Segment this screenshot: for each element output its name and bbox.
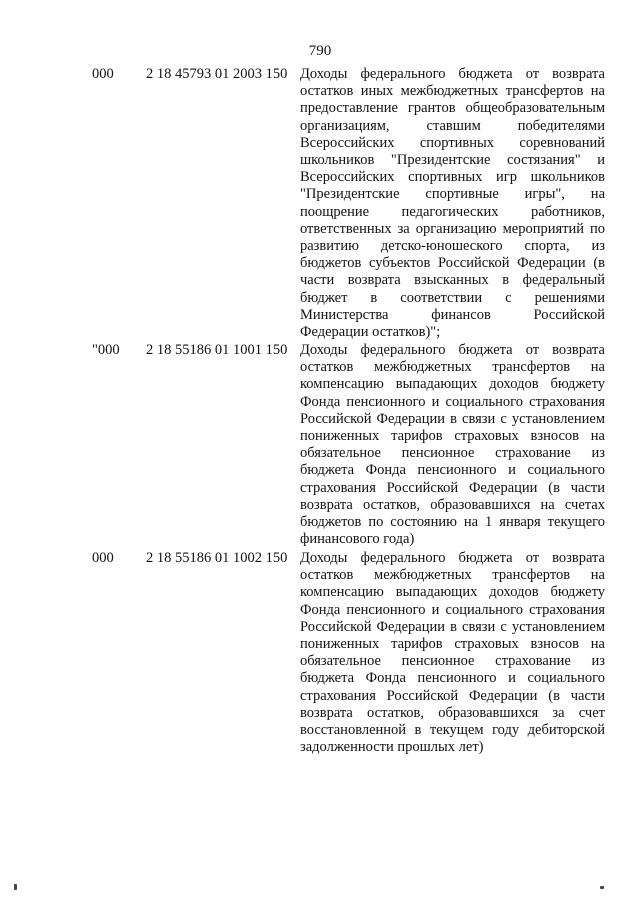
budget-classification-code: 2 18 45793 01 2003 150 — [146, 66, 288, 82]
description-line: Федерации остатков)"; — [300, 324, 441, 341]
description-line: Фонда пенсионного и социального страхования — [300, 393, 605, 410]
description-line: обязательное пенсионное страхование из — [300, 445, 605, 462]
description-line: страхования Российской Федерации (в части — [300, 479, 605, 496]
description-line: предоставление грантов общеобразовательным — [300, 100, 605, 117]
description-line: Доходы федерального бюджета от возврата — [300, 66, 605, 82]
entry-description — [300, 342, 605, 548]
description-line: компенсацию выпадающих доходов бюджету — [300, 584, 605, 601]
description-line: страхования Российской Федерации (в части — [300, 687, 605, 704]
description-line: компенсацию выпадающих доходов бюджету — [300, 376, 605, 393]
description-line: бюджетов субъектов Российской Федерации (в — [300, 255, 605, 272]
description-line: остатков межбюджетных трансфертов на — [300, 359, 605, 376]
description-line: обязательное пенсионное страхование из — [300, 653, 605, 670]
description-line: части возврата взысканных в федеральный — [300, 272, 605, 289]
description-line: Всероссийских спортивных соревнований — [300, 134, 605, 151]
description-line: школьников "Президентские состязания" и — [300, 152, 605, 169]
description-line: развитию детско-юношеского спорта, из — [300, 238, 605, 255]
description-line: пониженных тарифов страховых взносов на — [300, 428, 605, 445]
description-line: Российской Федерации в связи с установлением — [300, 618, 605, 635]
description-line: бюджета Фонда пенсионного и социального — [300, 670, 605, 687]
description-line: бюджета Фонда пенсионного и социального — [300, 462, 605, 479]
description-line: остатков иных межбюджетных трансфертов на — [300, 83, 605, 100]
description-line: финансового года) — [300, 531, 415, 548]
description-line: остатков межбюджетных трансфертов на — [300, 567, 605, 584]
description-line: ответственных за организацию мероприятий по — [300, 220, 605, 237]
description-line: бюджет в соответствии с решениями — [300, 289, 605, 306]
admin-code: "000 — [92, 342, 120, 358]
admin-code: 000 — [92, 66, 114, 82]
description-line: задолженности прошлых лет) — [300, 739, 484, 756]
entry-description — [300, 550, 605, 756]
budget-classification-code: 2 18 55186 01 1002 150 — [146, 550, 288, 566]
description-line: восстановленной в текущем году дебиторской — [300, 722, 605, 739]
page-number: 790 — [308, 43, 332, 59]
description-line: Российской Федерации в связи с установлением — [300, 410, 605, 427]
scan-artifact — [14, 884, 17, 890]
admin-code: 000 — [92, 550, 114, 566]
description-line: Фонда пенсионного и социального страхования — [300, 601, 605, 618]
description-line: возврата остатков, образовавшихся за счет — [300, 704, 605, 721]
description-line: Доходы федерального бюджета от возврата — [300, 342, 605, 358]
scan-artifact — [600, 886, 604, 889]
budget-classification-code: 2 18 55186 01 1001 150 — [146, 342, 288, 358]
description-line: поощрение педагогических работников, — [300, 203, 605, 220]
entry-description — [300, 66, 605, 341]
description-line: "Президентские спортивные игры", на — [300, 186, 605, 203]
description-line: Всероссийских спортивных игр школьников — [300, 169, 605, 186]
description-line: организациям, ставшим победителями — [300, 117, 605, 134]
description-line: пониженных тарифов страховых взносов на — [300, 636, 605, 653]
description-line: бюджетов по состоянию на 1 января текущего — [300, 514, 605, 531]
description-line: возврата остатков, образовавшихся на счетах — [300, 496, 605, 513]
description-line: Доходы федерального бюджета от возврата — [300, 550, 605, 566]
description-line: Министерства финансов Российской — [300, 306, 605, 323]
